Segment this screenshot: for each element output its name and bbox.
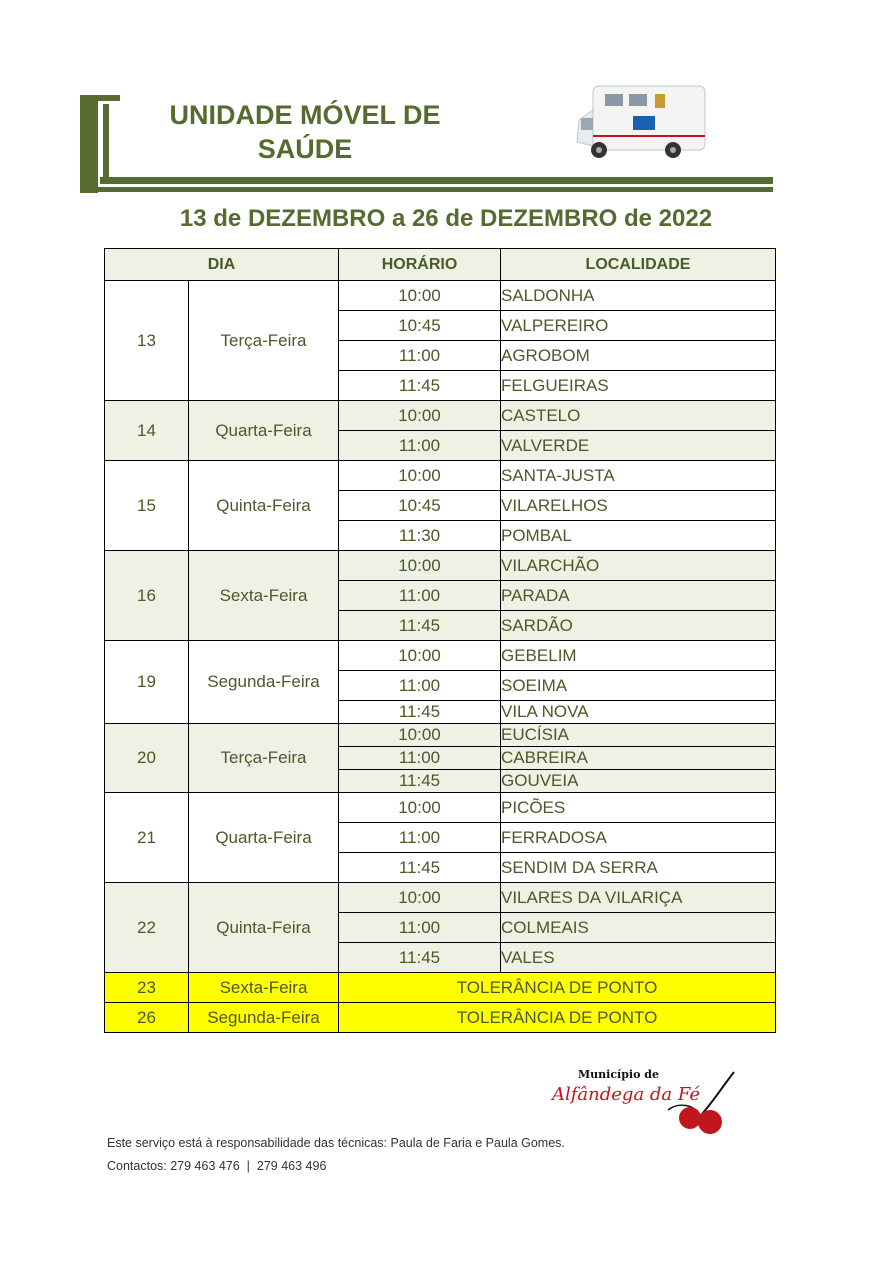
day-number: 21 xyxy=(105,793,189,883)
time-cell: 11:45 xyxy=(339,701,501,724)
time-cell: 10:00 xyxy=(339,401,501,431)
weekday: Terça-Feira xyxy=(189,281,339,401)
locality-cell: VILARES DA VILARIÇA xyxy=(501,883,776,913)
time-cell: 11:45 xyxy=(339,770,501,793)
weekday: Quarta-Feira xyxy=(189,793,339,883)
time-cell: 11:45 xyxy=(339,853,501,883)
weekday: Quinta-Feira xyxy=(189,883,339,973)
holiday-row xyxy=(105,1003,776,1033)
locality-cell: VILA NOVA xyxy=(501,701,776,724)
time-cell: 11:45 xyxy=(339,371,501,401)
locality-cell: SANTA-JUSTA xyxy=(501,461,776,491)
time-cell: 11:45 xyxy=(339,943,501,973)
ambulance-icon xyxy=(575,80,710,162)
schedule-table xyxy=(104,248,776,1033)
header-dia: DIA xyxy=(105,249,339,281)
locality-cell: EUCÍSIA xyxy=(501,724,776,747)
locality-cell: VALPEREIRO xyxy=(501,311,776,341)
table-row xyxy=(105,793,776,823)
locality-cell: GOUVEIA xyxy=(501,770,776,793)
time-cell: 11:00 xyxy=(339,913,501,943)
day-number: 16 xyxy=(105,551,189,641)
frame-line xyxy=(80,95,98,193)
locality-cell: PICÕES xyxy=(501,793,776,823)
table-row xyxy=(105,461,776,491)
period-heading: 13 de DEZEMBRO a 26 de DEZEMBRO de 2022 xyxy=(179,205,713,232)
day-number: 19 xyxy=(105,641,189,724)
footer-contacts: Contactos: 279 463 476 | 279 463 496 xyxy=(107,1159,327,1173)
weekday: Segunda-Feira xyxy=(189,641,339,724)
time-cell: 10:45 xyxy=(339,311,501,341)
table-row xyxy=(105,724,776,747)
time-cell: 10:00 xyxy=(339,551,501,581)
time-cell: 10:00 xyxy=(339,641,501,671)
table-row xyxy=(105,641,776,671)
locality-cell: CABREIRA xyxy=(501,747,776,770)
holiday-note: TOLERÂNCIA DE PONTO xyxy=(339,973,776,1003)
locality-cell: SARDÃO xyxy=(501,611,776,641)
title-line-1: UNIDADE MÓVEL DE xyxy=(169,100,441,130)
locality-cell: AGROBOM xyxy=(501,341,776,371)
table-row xyxy=(105,883,776,913)
svg-text:Município de: Município de xyxy=(578,1068,659,1081)
weekday: Terça-Feira xyxy=(189,724,339,793)
time-cell: 11:00 xyxy=(339,823,501,853)
locality-cell: PARADA xyxy=(501,581,776,611)
municipality-logo xyxy=(550,1066,740,1138)
day-number: 26 xyxy=(105,1003,189,1033)
time-cell: 11:00 xyxy=(339,671,501,701)
time-cell: 11:00 xyxy=(339,747,501,770)
locality-cell: VILARCHÃO xyxy=(501,551,776,581)
weekday: Sexta-Feira xyxy=(189,551,339,641)
svg-text:Alfândega da Fé: Alfândega da Fé xyxy=(552,1084,701,1105)
day-number: 20 xyxy=(105,724,189,793)
time-cell: 10:00 xyxy=(339,724,501,747)
locality-cell: FELGUEIRAS xyxy=(501,371,776,401)
locality-cell: FERRADOSA xyxy=(501,823,776,853)
locality-cell: VALVERDE xyxy=(501,431,776,461)
locality-cell: VILARELHOS xyxy=(501,491,776,521)
weekday: Segunda-Feira xyxy=(189,1003,339,1033)
day-number: 22 xyxy=(105,883,189,973)
footer-responsible: Este serviço está à responsabilidade das técnicas: Paula de Faria e Paula Gomes. xyxy=(107,1136,565,1150)
frame-line xyxy=(103,104,109,182)
time-cell: 11:00 xyxy=(339,581,501,611)
table-header-row xyxy=(105,249,776,281)
day-number: 14 xyxy=(105,401,189,461)
locality-cell: SALDONHA xyxy=(501,281,776,311)
header-horario: HORÁRIO xyxy=(339,249,501,281)
weekday: Sexta-Feira xyxy=(189,973,339,1003)
table-row xyxy=(105,281,776,311)
weekday: Quarta-Feira xyxy=(189,401,339,461)
locality-cell: CASTELO xyxy=(501,401,776,431)
time-cell: 10:00 xyxy=(339,883,501,913)
time-cell: 11:30 xyxy=(339,521,501,551)
time-cell: 10:00 xyxy=(339,461,501,491)
holiday-row xyxy=(105,973,776,1003)
locality-cell: POMBAL xyxy=(501,521,776,551)
weekday: Quinta-Feira xyxy=(189,461,339,551)
time-cell: 11:00 xyxy=(339,431,501,461)
time-cell: 11:00 xyxy=(339,341,501,371)
page-title xyxy=(140,98,470,166)
locality-cell: SENDIM DA SERRA xyxy=(501,853,776,883)
day-number: 15 xyxy=(105,461,189,551)
locality-cell: SOEIMA xyxy=(501,671,776,701)
locality-cell: VALES xyxy=(501,943,776,973)
time-cell: 10:45 xyxy=(339,491,501,521)
time-cell: 10:00 xyxy=(339,281,501,311)
frame-line xyxy=(80,187,773,192)
title-line-2: SAÚDE xyxy=(257,134,353,164)
locality-cell: GEBELIM xyxy=(501,641,776,671)
table-row xyxy=(105,551,776,581)
frame-line xyxy=(100,177,773,184)
day-number: 23 xyxy=(105,973,189,1003)
day-number: 13 xyxy=(105,281,189,401)
header-localidade: LOCALIDADE xyxy=(501,249,776,281)
holiday-note: TOLERÂNCIA DE PONTO xyxy=(339,1003,776,1033)
locality-cell: COLMEAIS xyxy=(501,913,776,943)
time-cell: 11:45 xyxy=(339,611,501,641)
table-row xyxy=(105,401,776,431)
time-cell: 10:00 xyxy=(339,793,501,823)
